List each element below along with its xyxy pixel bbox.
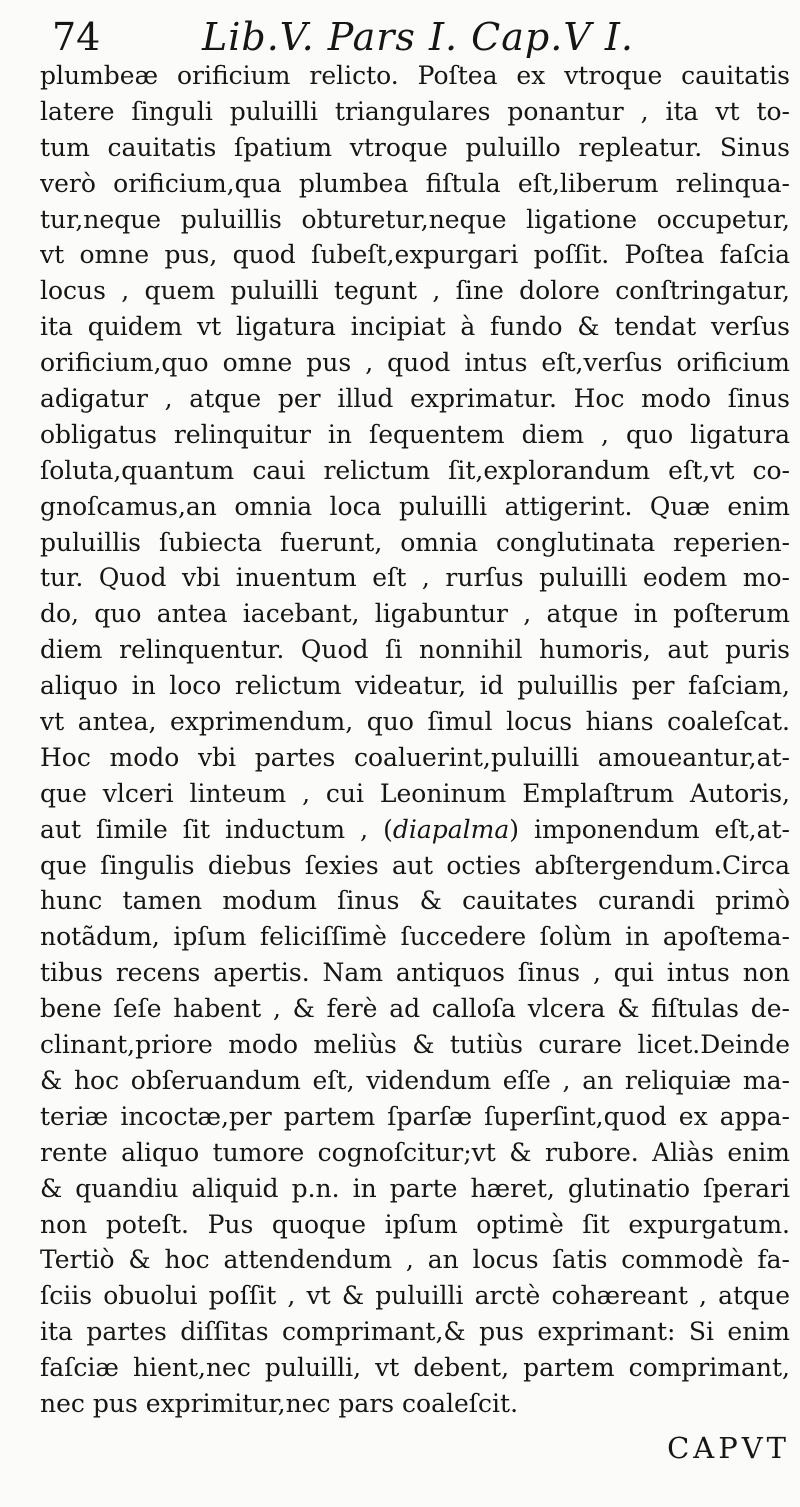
text-line: que ſingulis diebus ſexies aut octies abſtergendum.Circa — [40, 850, 790, 880]
text-line: gnoſcamus,an omnia loca puluilli attigerint. Quæ enim — [40, 491, 790, 521]
text-line: clinant,priore modo meliùs & tutiùs curare licet.Deinde — [40, 1030, 790, 1060]
text-line: puluillis ſubiecta fuerunt, omnia conglutinata reperien- — [40, 527, 790, 557]
text-line: teriæ incoctæ,per partem ſparſæ ſuperſint,quod ex appa- — [40, 1101, 790, 1131]
text-line: plumbeæ orificium relicto. Poſtea ex vtroque cauitatis — [40, 61, 790, 90]
body-text — [40, 58, 790, 1422]
text-line: verò orificium,qua plumbea fiſtula eſt,liberum relinqua- — [40, 168, 790, 198]
text-line: do, quo antea iacebant, ligabuntur , atque in poſterum — [40, 599, 790, 629]
text-line: ſoluta,quantum caui relictum ſit,explorandum eſt,vt co- — [40, 455, 790, 485]
text-line: & hoc obſeruandum eſt, videndum eſſe , an reliquiæ ma- — [40, 1065, 790, 1095]
text-line: obligatus relinquitur in ſequentem diem , quo ligatura — [40, 419, 790, 449]
text-line: Hoc modo vbi partes coaluerint,puluilli amoueantur,at- — [40, 742, 790, 772]
text-line: hunc tamen modum ſinus & cauitates curandi primò — [40, 886, 790, 916]
text-line: rente aliquo tumore cognoſcitur;vt & rubore. Aliàs enim — [40, 1137, 790, 1167]
text-line: nec pus exprimitur,nec pars coaleſcit. — [40, 1388, 519, 1418]
text-line: aut ſimile ſit inductum , (diapalma) imponendum eſt,at- — [40, 814, 790, 844]
text-line: diem relinquentur. Quod ſi nonnihil humoris, aut puris — [40, 635, 790, 665]
text-line: tur,neque puluillis obturetur,neque ligatione occupetur, — [40, 204, 790, 234]
running-head — [52, 14, 760, 60]
page-number: 74 — [52, 15, 101, 59]
text-line: ita partes diſſitas comprimant,& pus exprimant: Si enim — [40, 1317, 790, 1347]
text-line: tur. Quod vbi inuentum eſt , rurſus puluilli eodem mo- — [40, 563, 790, 593]
catchword: CAPVT — [667, 1431, 790, 1465]
text-line: que vlceri linteum , cui Leoninum Emplaſtrum Autoris, — [40, 778, 790, 808]
text-line: tibus recens apertis. Nam antiquos ſinus , qui intus non — [40, 958, 790, 988]
text-line: aliquo in loco relictum videatur, id puluillis per faſciam, — [40, 671, 790, 701]
italic-term: diapalma — [392, 814, 510, 844]
running-title: Lib.V. Pars I. Cap.V I. — [202, 15, 634, 59]
text-line: Tertiò & hoc attendendum , an locus ſatis commodè fa- — [40, 1245, 790, 1275]
text-line: vt omne pus, quod ſubeſt,expurgari poſſit. Poſtea faſcia — [40, 240, 790, 270]
text-line: notãdum, ipſum feliciſſimè ſuccedere ſolùm in apoſtema- — [40, 922, 790, 952]
text-line: latere ſinguli puluilli triangulares ponantur , ita vt to- — [40, 96, 790, 126]
text-line: adigatur , atque per illud exprimatur. Hoc modo ſinus — [40, 384, 790, 414]
text-line: locus , quem puluilli tegunt , ſine dolore conſtringatur, — [40, 276, 790, 306]
text-line: ita quidem vt ligatura incipiat à fundo & tendat verſus — [40, 312, 790, 342]
text-line: orificium,quo omne pus , quod intus eſt,verſus orificium — [40, 348, 790, 378]
text-line: ſciis obuolui poſſit , vt & puluilli arctè cohæreant , atque — [40, 1281, 790, 1311]
text-line: non poteſt. Pus quoque ipſum optimè ſit expurgatum. — [40, 1209, 790, 1239]
text-line: vt antea, exprimendum, quo ſimul locus hians coaleſcat. — [40, 707, 790, 737]
text-line: bene ſeſe habent , & ferè ad calloſa vlcera & fiſtulas de- — [40, 994, 790, 1024]
text-line: faſciæ hient,nec puluilli, vt debent, partem comprimant, — [40, 1353, 790, 1383]
text-line: & quandiu aliquid p.n. in parte hæret, glutinatio ſperari — [40, 1173, 790, 1203]
text-line: tum cauitatis ſpatium vtroque puluillo repleatur. Sinus — [40, 132, 790, 162]
